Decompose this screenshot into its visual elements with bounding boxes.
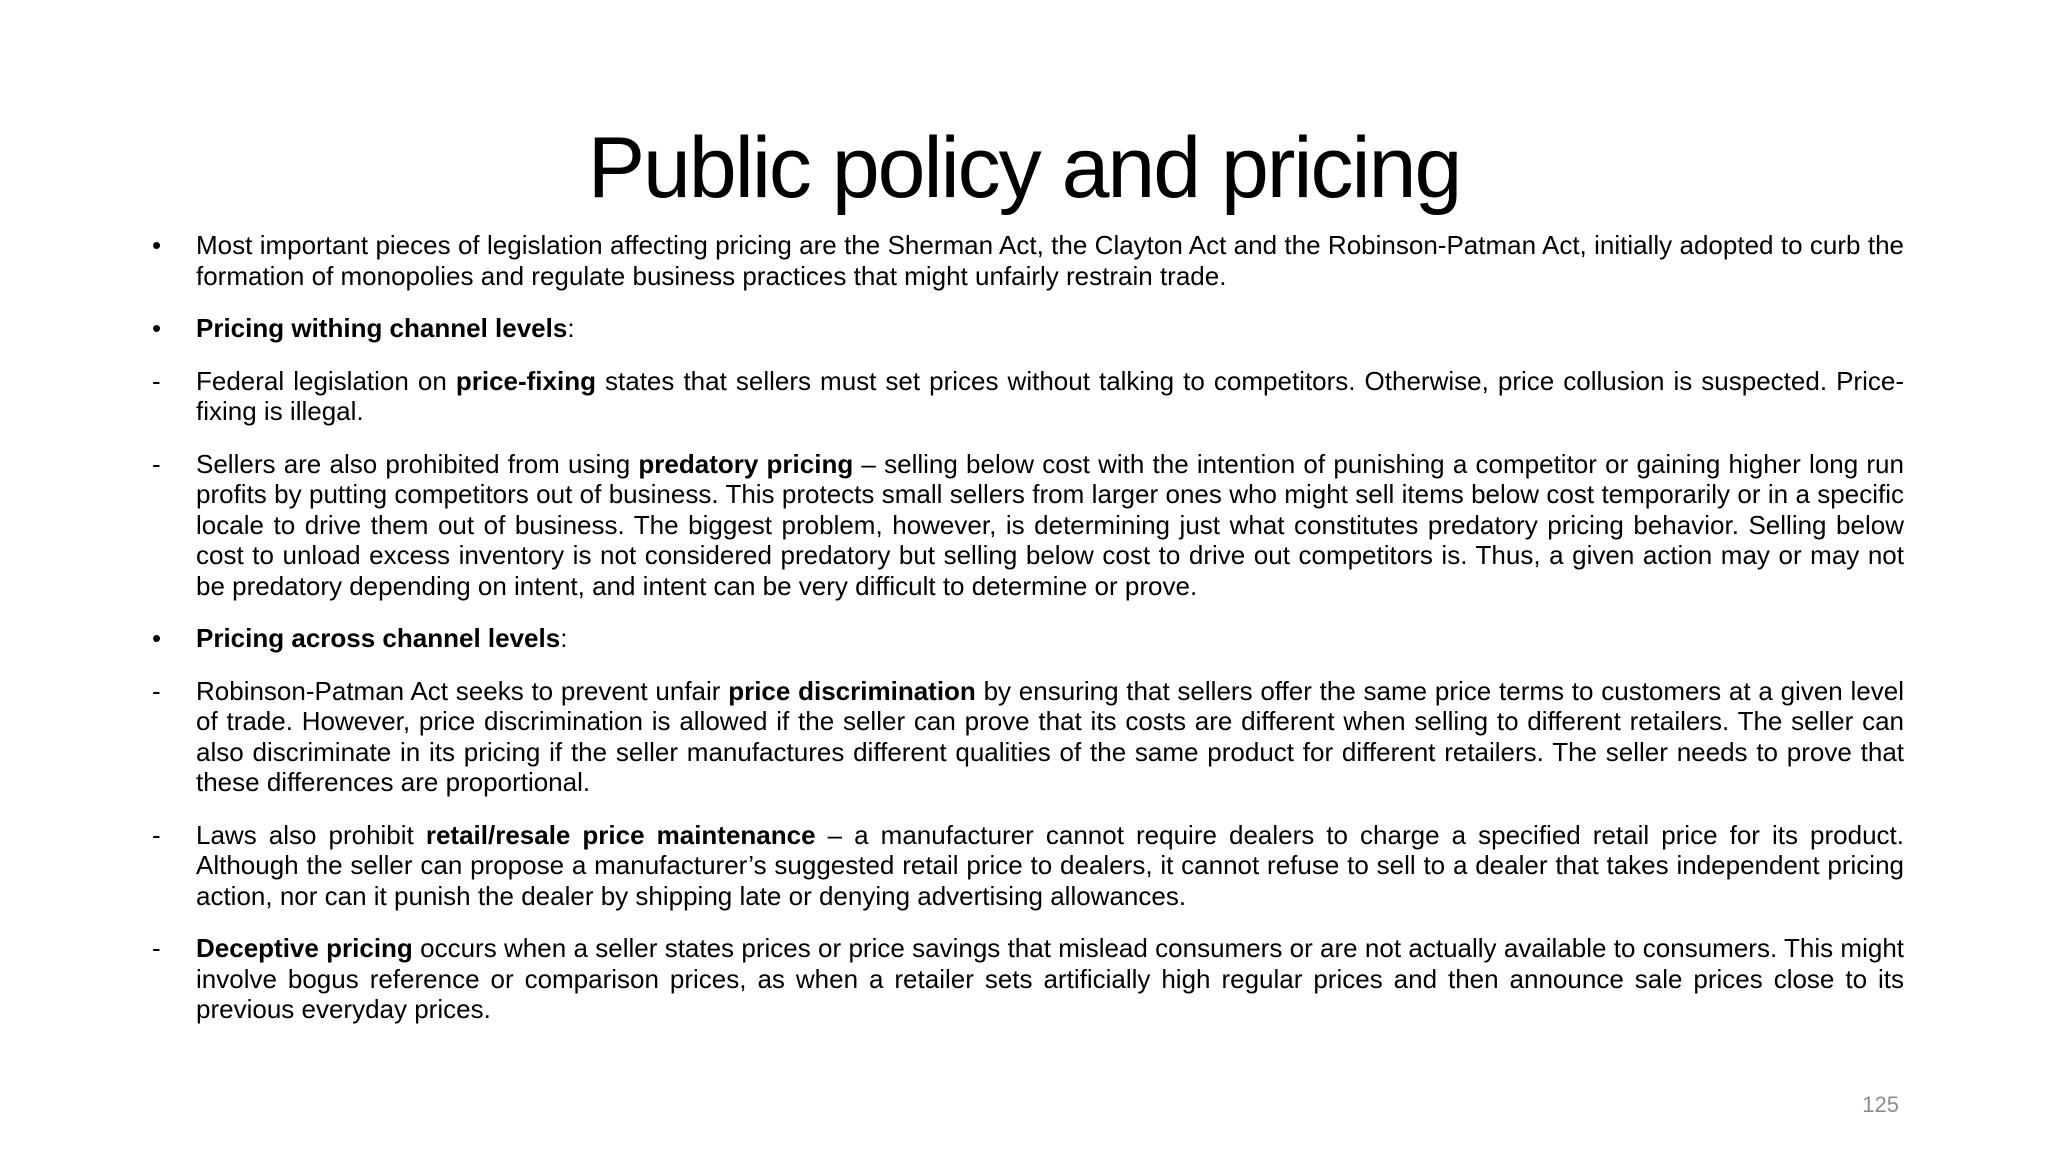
item-text: by ensuring that sellers offer the same price terms to customers at a given level of trade. However, price discrimination is allowed if the seller can prove that its costs are different when selling to different retailers. The seller can also discriminate in its pricing if the seller manufactures different qualities of the same product for different retailers. The seller needs to prove that these differences are proportional. xyxy=(196,675,1904,797)
bullet-item-across-channel xyxy=(152,623,1904,654)
bullet-item-legislation xyxy=(152,230,1904,291)
item-term: price-fixing xyxy=(455,365,596,396)
dash-item-deceptive-pricing xyxy=(152,933,1904,1025)
bullet-marker: • xyxy=(152,313,162,343)
item-term: Deceptive pricing xyxy=(196,933,413,963)
bullet-marker: • xyxy=(152,623,162,653)
item-term: predatory pricing xyxy=(638,448,854,479)
slide-body xyxy=(152,230,1904,1047)
item-term: price discrimination xyxy=(728,675,976,706)
item-lead: Robinson-Patman Act seeks to prevent unfair xyxy=(196,675,729,706)
item-lead: Sellers are also prohibited from using xyxy=(196,448,639,479)
item-text: states that sellers must set prices without talking to competitors. Otherwise, price collusion is suspected. Price-fixing is illegal. xyxy=(196,365,1904,426)
dash-item-predatory-pricing xyxy=(152,449,1904,602)
dash-marker: - xyxy=(152,365,161,396)
dash-item-price-discrimination xyxy=(152,676,1904,798)
item-text: : xyxy=(567,313,575,343)
item-heading: Pricing withing channel levels xyxy=(196,313,568,343)
dash-marker: - xyxy=(152,448,161,479)
item-text: – selling below cost with the intention of punishing a competitor or gaining higher long run profits by putting competitors out of business. This protects small sellers from larger ones who might sell items below cost temporarily or in a specific locale to drive them out of business. The biggest problem, however, is determining just what constitutes predatory pricing behavior. Selling below cost to unload excess inventory is not considered predatory but selling below cost to drive out competitors is. Thus, a given action may or may not be predatory depending on intent, and intent can be very difficult to determine or prove. xyxy=(196,448,1904,601)
item-text: occurs when a seller states prices or price savings that mislead consumers or are not actually available to consumers. This might involve bogus reference or comparison prices, as when a retailer sets artificially high regular prices and then announce sale prices close to its previous everyday prices. xyxy=(196,933,1905,1024)
bullet-marker: • xyxy=(152,230,162,260)
dash-marker: - xyxy=(152,675,161,706)
slide-title: Public policy and pricing xyxy=(587,120,1461,216)
dash-item-price-fixing xyxy=(152,366,1904,427)
dash-item-resale-price-maintenance xyxy=(152,820,1904,912)
page-number: 125 xyxy=(1862,1092,1899,1117)
item-text: : xyxy=(560,623,568,653)
dash-marker: - xyxy=(152,819,161,850)
dash-marker: - xyxy=(152,933,161,963)
item-lead: Laws also prohibit xyxy=(196,819,426,850)
bullet-item-within-channel xyxy=(152,313,1904,344)
item-lead: Federal legislation on xyxy=(196,365,456,396)
item-text: Most important pieces of legislation affecting pricing are the Sherman Act, the Clayton Act and the Robinson-Patman Act, initially adopted to curb the formation of monopolies and regulate business practices that might unfairly restrain trade. xyxy=(196,230,1904,291)
item-text: – a manufacturer cannot require dealers to charge a specified retail price for its product. Although the seller can propose a manufacturer’s suggested retail price to dealers, it cannot refuse to sell to a dealer that takes independent pricing action, nor can it punish the dealer by shipping late or denying advertising allowances. xyxy=(196,819,1904,911)
item-term: retail/resale price maintenance xyxy=(425,819,816,850)
item-heading: Pricing across channel levels xyxy=(196,623,561,653)
